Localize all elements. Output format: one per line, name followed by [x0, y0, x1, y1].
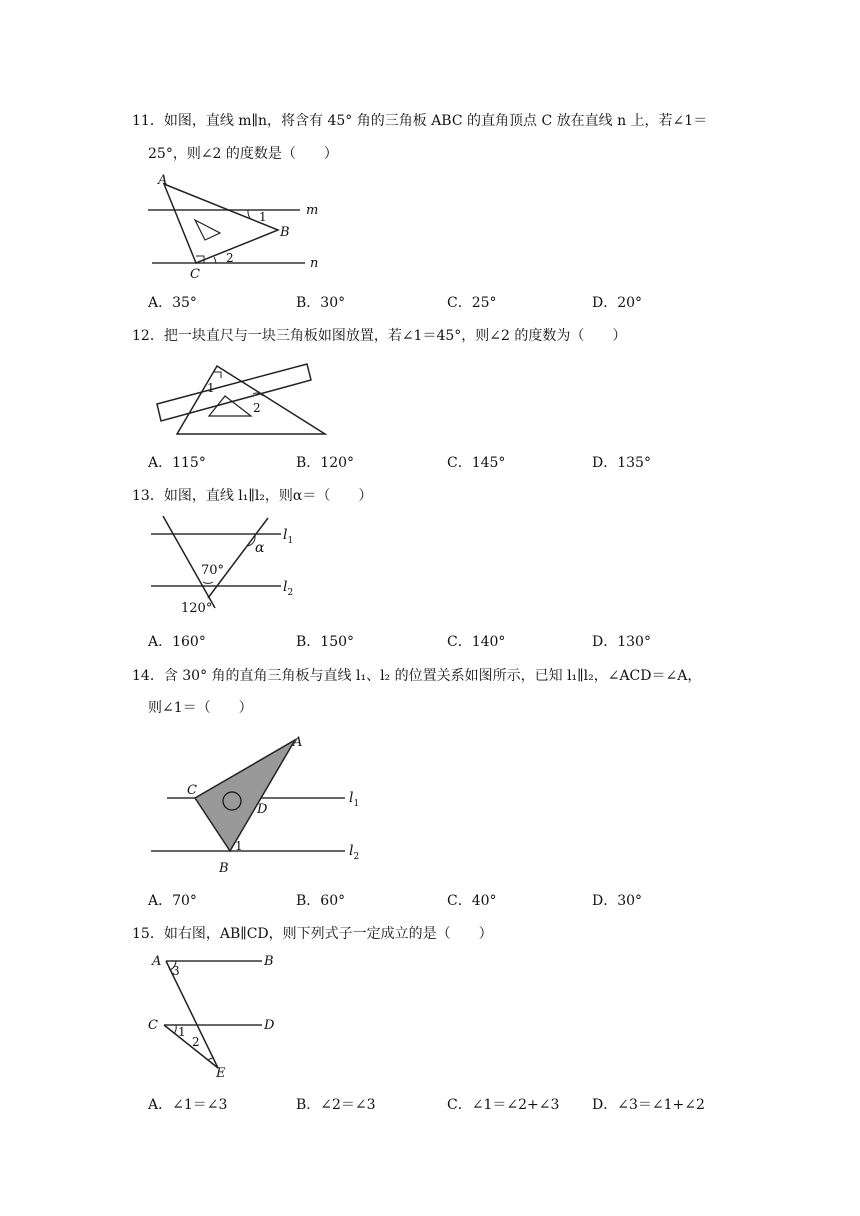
q15-angle-1: 1 — [178, 1025, 186, 1039]
q12-number: 12． — [132, 328, 164, 344]
q14-stem-line1: 14．含 30° 角的直角三角板与直线 l₁、l₂ 的位置关系如图所示，已知 l₁∥l₂，∠ACD＝∠A， — [132, 668, 702, 684]
q13-angle-70: 70° — [201, 563, 225, 578]
q14-option-b: B．60° — [296, 893, 346, 909]
q11-option-a: A．35° — [148, 295, 197, 311]
q15-number: 15． — [132, 926, 164, 942]
q12-figure — [145, 360, 340, 440]
q11-option-d: D．20° — [592, 295, 643, 311]
q15-stem-line1: 15．如右图，AB∥CD，则下列式子一定成立的是（ ） — [132, 926, 493, 942]
q12-option-b: B．120° — [296, 455, 355, 471]
q13-label-alpha: α — [255, 540, 265, 556]
q13-label-l2: $l_2$ — [283, 579, 294, 598]
q15-label-B: B — [264, 954, 274, 969]
q13-option-b: B．150° — [296, 634, 355, 650]
q14-number: 14． — [132, 668, 164, 684]
q12-angle-2: 2 — [253, 401, 261, 415]
q14-label-D: D — [257, 802, 268, 817]
q13-label-l1: $l_1$ — [283, 527, 294, 546]
q11-number: 11． — [132, 113, 164, 129]
q14-label-l1: $l_1$ — [349, 790, 360, 809]
q15-label-A: A — [152, 954, 162, 969]
q15-angle-2: 2 — [192, 1035, 200, 1049]
q14-label-A: A — [293, 735, 303, 750]
q11-option-b: B．30° — [296, 295, 346, 311]
q11-stem-line1: 11．如图，直线 m∥n，将含有 45° 角的三角板 ABC 的直角顶点 C 放在直线 n 上，若∠1＝ — [132, 113, 708, 129]
q15-option-b: B．∠2＝∠3 — [296, 1097, 376, 1113]
q15-angle-3: 3 — [172, 964, 180, 978]
q15-label-E: E — [216, 1066, 226, 1081]
q12-option-d: D．135° — [592, 455, 651, 471]
q11-figure — [140, 170, 340, 280]
q11-stem-line2: 25°，则∠2 的度数是（ ） — [148, 146, 338, 162]
q14-label-l2: $l_2$ — [349, 843, 360, 862]
q12-option-a: A．115° — [148, 455, 206, 471]
q11-angle-2: 2 — [226, 251, 234, 265]
q11-label-A: A — [158, 173, 168, 188]
q14-option-d: D．30° — [592, 893, 643, 909]
q13-option-a: A．160° — [148, 634, 206, 650]
q15-option-a: A．∠1＝∠3 — [148, 1097, 228, 1113]
q13-figure — [145, 512, 305, 617]
q11-label-B: B — [280, 225, 290, 240]
q13-stem-line1: 13．如图，直线 l₁∥l₂，则α＝（ ） — [132, 488, 373, 504]
q15-label-D: D — [264, 1018, 275, 1033]
q11-angle-1: 1 — [259, 210, 267, 224]
q11-label-C: C — [190, 267, 200, 282]
q15-option-c: C．∠1＝∠2+∠3 — [447, 1097, 560, 1113]
q15-option-d: D．∠3＝∠1+∠2 — [592, 1097, 705, 1113]
q11-label-n: n — [310, 256, 319, 271]
q14-option-a: A．70° — [148, 893, 197, 909]
q15-label-C: C — [148, 1018, 158, 1033]
q14-label-C: C — [187, 783, 197, 798]
q13-option-d: D．130° — [592, 634, 651, 650]
q11-option-c: C．25° — [447, 295, 497, 311]
q15-figure — [140, 948, 285, 1081]
q14-option-c: C．40° — [447, 893, 497, 909]
q13-angle-120: 120° — [181, 601, 213, 616]
q14-figure — [145, 730, 375, 876]
q12-option-c: C．145° — [447, 455, 506, 471]
q11-label-m: m — [306, 203, 319, 218]
q12-stem-line1: 12．把一块直尺与一块三角板如图放置，若∠1＝45°，则∠2 的度数为（ ） — [132, 328, 627, 344]
q14-angle-1: 1 — [235, 839, 243, 853]
q14-label-B: B — [219, 861, 229, 876]
q13-option-c: C．140° — [447, 634, 506, 650]
q13-number: 13． — [132, 488, 164, 504]
q14-stem-line2: 则∠1＝（ ） — [148, 700, 253, 716]
q12-angle-1: 1 — [207, 381, 215, 395]
